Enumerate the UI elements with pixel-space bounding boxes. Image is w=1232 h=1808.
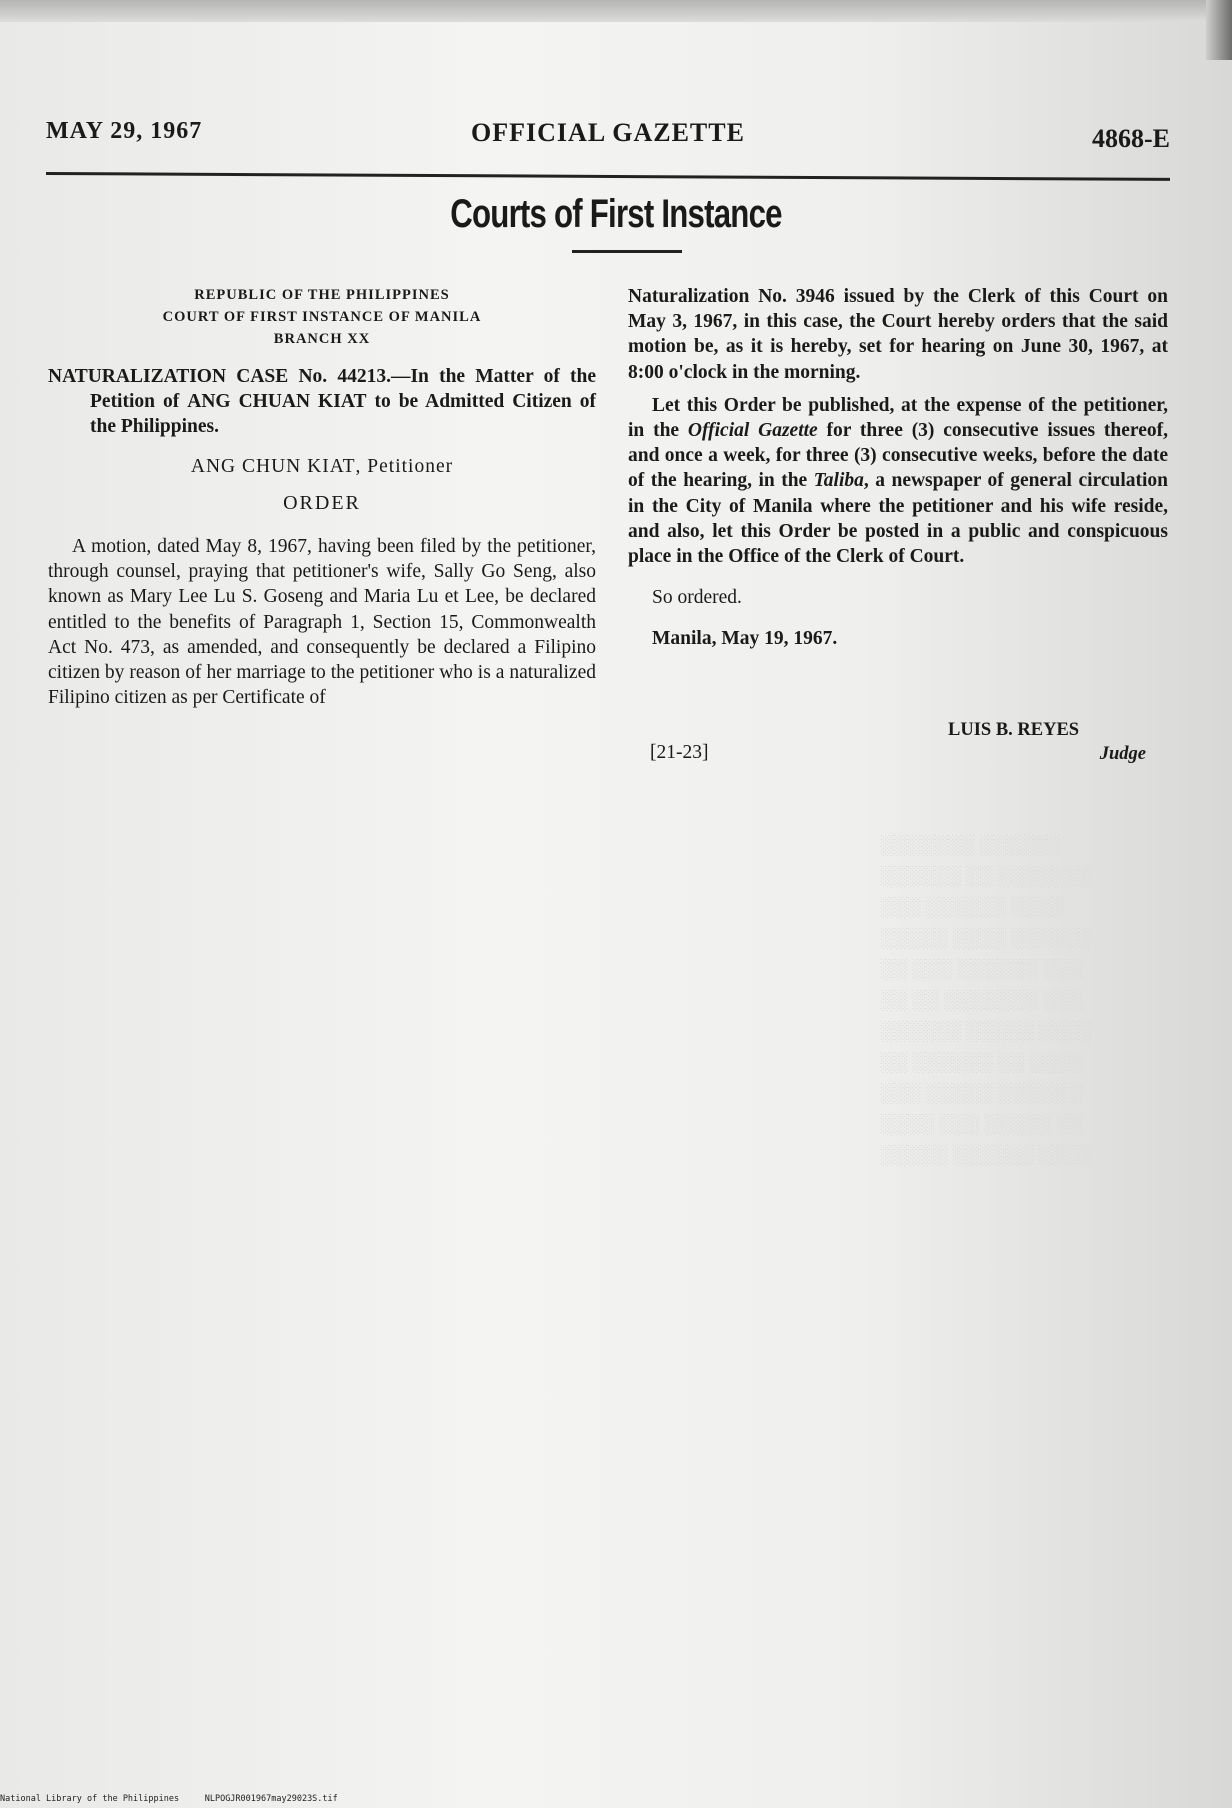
para2-text-c: , a newspaper of general circulation in the City of Manila where the petitioner and his wife reside, and also, let this Order be posted in a public and conspicuous place in the Office of the Clerk of Court.: [628, 470, 1168, 568]
judge-name: LUIS B. REYES: [948, 720, 1080, 740]
order-paragraph-2: [628, 393, 1168, 569]
page-header: [46, 118, 1170, 164]
judge-title: Judge: [1099, 744, 1146, 764]
taliba-ref: Taliba: [813, 470, 864, 492]
case-heading: [48, 364, 596, 440]
issue-reference: [21-23]: [650, 742, 709, 763]
order-paragraph-1-continued: Naturalization No. 3946 issued by the Clerk of this Court on May 3, 1967, in this case, the Court hereby orders that the said motion be, as it is hereby, set for hearing on June 30, 1967, at 8:00 o'clock in the morning.: [628, 286, 1168, 383]
petitioner-name: ANG CHUN KIAT: [190, 455, 356, 477]
right-column: [628, 284, 1168, 652]
title-rule: [572, 250, 682, 253]
issue-date: MAY 29, 1967: [46, 118, 203, 144]
case-text-1: No. 44213.—In the Matter of the Petition of: [90, 366, 596, 413]
petitioner-line: [48, 454, 596, 479]
case-text-2: to be Admitted Citizen of the Philippines.: [90, 391, 597, 438]
official-gazette-ref: Official Gazette: [687, 420, 818, 442]
court-heading: [48, 284, 596, 350]
library-credit: National Library of the Philippines: [0, 1794, 180, 1804]
signature-block: [948, 718, 1158, 766]
para2-text-a: Let this Order be published, at the expense of the petitioner, in the: [628, 394, 1168, 442]
court-line-3: BRANCH XX: [273, 331, 371, 347]
order-paragraph-1: A motion, dated May 8, 1967, having been filed by the petitioner, through counsel, praying that petitioner's wife, Sally Go Seng, also known as Mary Lee Lu S. Goseng and Maria Lu et Lee, be declared entitled to the benefits of Paragraph 1, Section 15, Commonwealth Act No. 473, as amended, and consequently be declared a Filipino citizen by reason of her marriage to the petitioner who is a naturalized Filipino citizen as per Certificate of: [48, 536, 596, 709]
section-title: Courts of First Instance: [450, 192, 782, 236]
petitioner-role: , Petitioner: [355, 455, 454, 477]
bleed-through-text: ░░░░░░░ ░░░░░░ ░░░░░░ ░░ ░░░░░░░ ░░░ ░░░░░░ ░░░░ ░░░░░ ░░░░ ░░░░░░ ░░ ░░░ ░░░░░░ ░░░ ░░ ░░ ░░░░░░░ ░░░ ░░░░░░ ░░░░░ ░░░░ ░░ ░░░░░░ ░░ ░░░░ ░░░ ░░░░░ ░░░░░ ░ ░░░░ ░░░ ░░░░░ ░░ ░░░░░ ░░░░░░ ░░░░: [880, 835, 1092, 1166]
file-name: NLPOGJR001967may29023S.tif: [204, 1794, 338, 1804]
scan-corner-shadow: [1206, 0, 1232, 60]
court-line-1: REPUBLIC OF THE PHILIPPINES: [194, 287, 450, 303]
order-heading: ORDER: [283, 491, 361, 514]
so-ordered: So ordered.: [652, 587, 742, 609]
page-number: 4868-E: [1092, 124, 1170, 153]
para2-text-b: for three (3) consecutive issues thereof, and once a week, for three (3) consecutive weeks, before the date of the hearing, in the: [628, 420, 1168, 492]
scan-top-edge: [0, 0, 1232, 22]
place-date: Manila, May 19, 1967.: [652, 628, 838, 650]
court-line-2: COURT OF FIRST INSTANCE OF MANILA: [162, 309, 482, 325]
publication-name: OFFICIAL GAZETTE: [471, 118, 745, 147]
case-name: ANG CHUAN KIAT: [187, 391, 367, 413]
case-label: NATURALIZATION CASE: [48, 366, 289, 387]
left-column: [48, 284, 596, 710]
scan-footer: [0, 1794, 338, 1804]
